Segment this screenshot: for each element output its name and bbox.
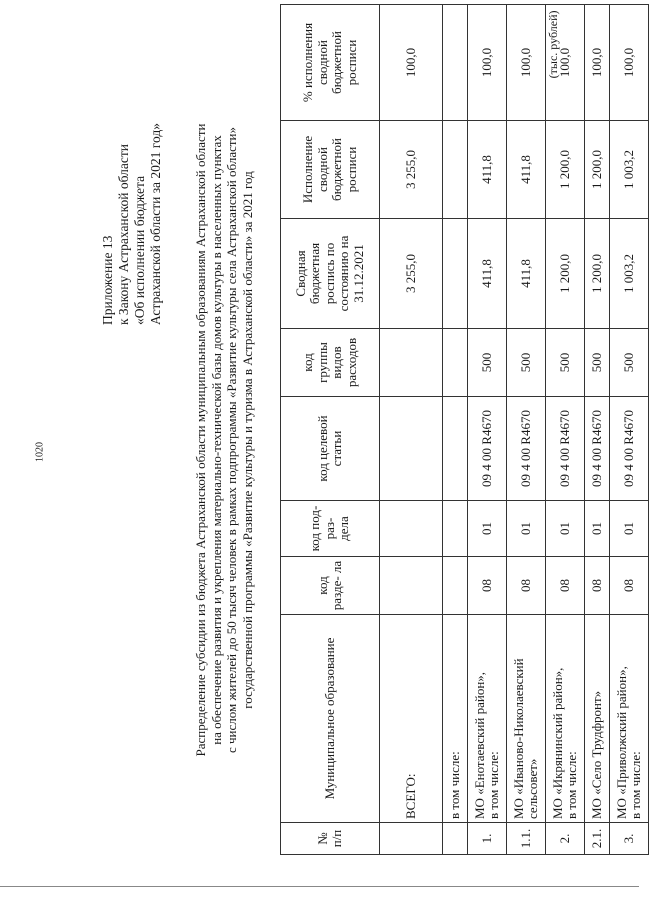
table-row: [546, 5, 585, 855]
cell-execution: 1 200,0: [546, 121, 585, 219]
cell-budget: 1 200,0: [585, 219, 610, 329]
cell-expense: [380, 329, 443, 397]
cell-num: 3.: [610, 823, 649, 855]
table-row: [585, 5, 610, 855]
cell-target: [380, 397, 443, 501]
cell-name-line: в том числе:: [564, 751, 579, 819]
cell-budget: 411,8: [468, 219, 507, 329]
title-line: государственной программы «Развитие культуры и туризма в Астраханской области» за 2021 год: [239, 171, 255, 709]
cell-percent: 100,0: [610, 5, 649, 121]
cell-budget: 1 200,0: [546, 219, 585, 329]
document-title: [193, 15, 255, 865]
cell-name-line: МО «Приволжский район»,: [613, 666, 629, 819]
cell-name-line: в том числе:: [486, 751, 501, 819]
cell-budget: 3 255,0: [380, 219, 443, 329]
cell-execution: 1 200,0: [585, 121, 610, 219]
table-row-incl: [443, 5, 468, 855]
cell-subsection: 01: [585, 501, 610, 557]
cell-num: 2.: [546, 823, 585, 855]
cell-percent: 100,0: [585, 5, 610, 121]
cell-name-line: МО «Иваново-Николаевский: [510, 658, 526, 819]
cell-section: [380, 557, 443, 615]
cell-subsection: 01: [546, 501, 585, 557]
header-expense: код группы видов расходов: [281, 329, 380, 397]
cell-section: 08: [610, 557, 649, 615]
cell-subsection: 01: [507, 501, 546, 557]
cell-section: [443, 557, 468, 615]
table-row: [468, 5, 507, 855]
cell-percent: 100,0: [380, 5, 443, 121]
cell-expense: 500: [507, 329, 546, 397]
cell-budget: 411,8: [507, 219, 546, 329]
cell-section: 08: [585, 557, 610, 615]
header-subsection: код под- раз- дела: [281, 501, 380, 557]
cell-name: в том числе:: [443, 615, 468, 823]
cell-name-line: сельсовет»: [525, 758, 540, 819]
cell-name: [507, 615, 546, 823]
cell-budget: [443, 219, 468, 329]
cell-name: ВСЕГО:: [380, 615, 443, 823]
cell-name-line: в том числе:: [628, 751, 643, 819]
cell-name-line: МО «Село Трудфронт»: [588, 690, 604, 819]
appendix-header-line: «Об исполнении бюджета: [132, 175, 147, 325]
cell-expense: [443, 329, 468, 397]
table-row-total: [380, 5, 443, 855]
page-number: 1020: [34, 442, 46, 462]
table-row: [610, 5, 649, 855]
cell-subsection: 01: [468, 501, 507, 557]
cell-execution: [443, 121, 468, 219]
cell-name-line: МО «Енотаевский район»,: [471, 671, 487, 819]
appendix-header-line: к Закону Астраханской области: [116, 143, 131, 325]
cell-expense: 500: [468, 329, 507, 397]
cell-num: [380, 823, 443, 855]
cell-execution: 1 003,2: [610, 121, 649, 219]
cell-num: 1.: [468, 823, 507, 855]
cell-target: 09 4 00 R4670: [468, 397, 507, 501]
table-row: [507, 5, 546, 855]
cell-target: 09 4 00 R4670: [507, 397, 546, 501]
cell-percent: 100,0: [546, 5, 585, 121]
cell-percent: 100,0: [468, 5, 507, 121]
cell-expense: 500: [546, 329, 585, 397]
cell-num: [443, 823, 468, 855]
cell-name: [546, 615, 585, 823]
table-header-row: [281, 5, 380, 855]
cell-execution: 411,8: [468, 121, 507, 219]
subsidy-table: [280, 4, 649, 855]
cell-expense: 500: [585, 329, 610, 397]
title-line: Распределение субсидии из бюджета Астраханской области муниципальным образованиям Астраханской области: [193, 123, 208, 757]
cell-num: 1.1.: [507, 823, 546, 855]
appendix-header: [100, 25, 164, 325]
cell-execution: 3 255,0: [380, 121, 443, 219]
appendix-header-line: Приложение 13: [100, 235, 115, 325]
cell-target: [443, 397, 468, 501]
cell-target: 09 4 00 R4670: [546, 397, 585, 501]
header-num: № п/п: [281, 823, 380, 855]
header-section: код разде- ла: [281, 557, 380, 615]
cell-percent: [443, 5, 468, 121]
cell-expense: 500: [610, 329, 649, 397]
cell-percent: 100,0: [507, 5, 546, 121]
cell-target: 09 4 00 R4670: [610, 397, 649, 501]
cell-name: [585, 615, 610, 823]
cell-num: 2.1.: [585, 823, 610, 855]
header-municipality: Муниципальное образование: [281, 615, 380, 823]
cell-execution: 411,8: [507, 121, 546, 219]
cell-name-line: МО «Икрянинский район»,: [549, 667, 565, 819]
header-execution: Исполнение сводной бюджетной росписи: [281, 121, 380, 219]
cell-name: [610, 615, 649, 823]
cell-section: 08: [507, 557, 546, 615]
title-line: на обеспечение развития и укрепления материально-технической базы домов культуры в населенных пунктах: [208, 135, 224, 745]
title-line: с числом жителей до 50 тысяч человек в рамках подпрограммы «Развитие культуры села Астраханской области»: [224, 127, 239, 753]
cell-subsection: [443, 501, 468, 557]
appendix-header-line: Астраханской области за 2021 год»: [148, 123, 163, 325]
header-budget: Сводная бюджетная роспись по состоянию на 31.12.2021: [281, 219, 380, 329]
page-bottom-rule: [0, 886, 639, 887]
cell-section: 08: [468, 557, 507, 615]
cell-subsection: [380, 501, 443, 557]
units-label: (тыс. рублей): [545, 10, 560, 79]
header-target: код целевой статьи: [281, 397, 380, 501]
cell-name: [468, 615, 507, 823]
cell-target: 09 4 00 R4670: [585, 397, 610, 501]
cell-budget: 1 003,2: [610, 219, 649, 329]
cell-subsection: 01: [610, 501, 649, 557]
cell-section: 08: [546, 557, 585, 615]
header-percent-label: % исполнения сводной бюджетной росписи: [300, 22, 359, 103]
